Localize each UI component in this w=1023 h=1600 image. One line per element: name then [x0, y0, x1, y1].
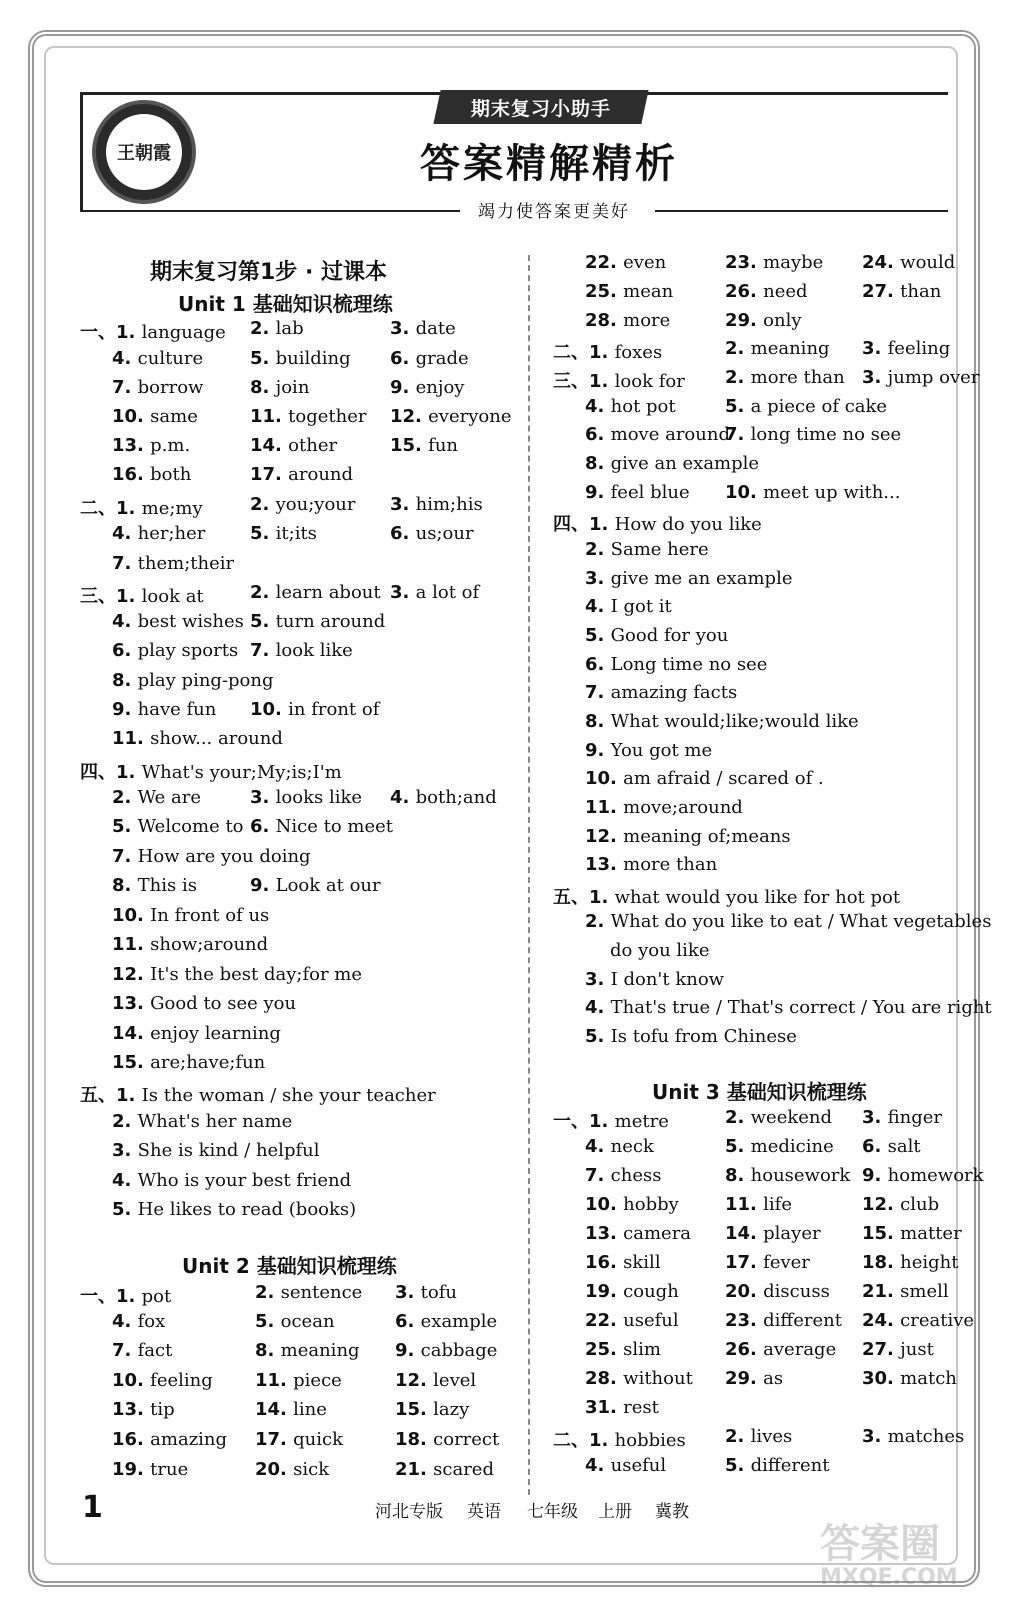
answer-item: 2. Same here [585, 539, 709, 560]
answer-item: 7. How are you doing [112, 846, 311, 867]
answer-item: 9. have fun [112, 699, 217, 720]
answer-item: 2. We are [112, 787, 202, 808]
footer-item: 冀教 [655, 1502, 689, 1522]
answer-item: 10. feeling [112, 1370, 213, 1391]
answer-item: 10. In front of us [112, 905, 270, 926]
answer-item: 4. fox [112, 1311, 166, 1332]
header-bottom-line-left [80, 210, 460, 212]
answer-item: 22. useful [585, 1310, 679, 1331]
answer-item: 7. chess [585, 1165, 662, 1186]
answer-item: 5. building [250, 348, 351, 369]
answer-item: 12. meaning of;means [585, 826, 791, 847]
answer-item: do you like [610, 940, 710, 961]
answer-item: 29. as [725, 1368, 784, 1389]
answer-item: 9. cabbage [395, 1340, 498, 1361]
answer-item: 27. just [862, 1339, 934, 1360]
answer-item: 21. smell [862, 1281, 949, 1302]
answer-item: 14. enjoy learning [112, 1023, 281, 1044]
answer-item: 29. only [725, 310, 802, 331]
answer-item: 6. move around [585, 424, 730, 445]
answer-item: 24. creative [862, 1310, 975, 1331]
answer-item: 20. discuss [725, 1281, 830, 1302]
answer-item: 9. feel blue [585, 482, 690, 503]
answer-item: 6. us;our [390, 523, 474, 544]
answer-item: 二、1. me;my [80, 498, 203, 519]
answer-item: 三、1. look for [553, 371, 685, 392]
answer-item: 一、1. language [80, 322, 226, 343]
unit2-title: Unit 2 基础知识梳理练 [182, 1254, 397, 1278]
answer-item: 3. date [390, 318, 456, 339]
answer-item: 4. neck [585, 1136, 654, 1157]
footer-item: 上册 [598, 1502, 632, 1522]
answer-item: 19. cough [585, 1281, 679, 1302]
answer-item: 4. her;her [112, 523, 206, 544]
answer-item: 5. ocean [255, 1311, 335, 1332]
answer-item: 28. more [585, 310, 671, 331]
answer-item: 18. height [862, 1252, 959, 1273]
answer-item: 3. matches [862, 1426, 965, 1447]
answer-item: 15. are;have;fun [112, 1052, 266, 1073]
answer-item: 30. match [862, 1368, 957, 1389]
brand-logo [92, 100, 196, 204]
answer-item: 4. culture [112, 348, 204, 369]
answer-item: 四、1. What's your;My;is;I'm [80, 762, 342, 783]
answer-item: 15. matter [862, 1223, 962, 1244]
answer-item: 16. amazing [112, 1429, 228, 1450]
answer-item: 2. you;your [250, 494, 356, 515]
answer-item: 5. He likes to read (books) [112, 1199, 357, 1220]
answer-item: 3. finger [862, 1107, 943, 1128]
answer-item: 14. line [255, 1399, 327, 1420]
answer-item: 二、1. foxes [553, 342, 663, 363]
header-bottom-line-right [655, 210, 948, 212]
header-left-line [80, 92, 83, 212]
answer-item: 9. enjoy [390, 377, 465, 398]
answer-item: 13. Good to see you [112, 993, 297, 1014]
answer-item: 10. am afraid / scared of . [585, 768, 824, 789]
answer-item: 12. everyone [390, 406, 512, 427]
answer-item: 2. What's her name [112, 1111, 293, 1132]
answer-item: 5. Good for you [585, 625, 729, 646]
answer-item: 4. I got it [585, 596, 672, 617]
watermark-logo-text: 答案圈 [820, 1521, 940, 1567]
answer-item: 13. p.m. [112, 435, 191, 456]
answer-item: 13. camera [585, 1223, 692, 1244]
answer-item: 10. hobby [585, 1194, 679, 1215]
answer-item: 5. turn around [250, 611, 386, 632]
answer-item: 9. homework [862, 1165, 984, 1186]
answer-item: 2. learn about [250, 582, 381, 603]
answer-item: 5. a piece of cake [725, 396, 888, 417]
answer-item: 8. join [250, 377, 310, 398]
answer-item: 8. play ping-pong [112, 670, 274, 691]
answer-item: 8. This is [112, 875, 197, 896]
answer-item: 11. piece [255, 1370, 342, 1391]
answer-item: 6. example [395, 1311, 498, 1332]
answer-item: 五、1. Is the woman / she your teacher [80, 1085, 436, 1106]
answer-item: 五、1. what would you like for hot pot [553, 887, 901, 908]
answer-item: 11. life [725, 1194, 792, 1215]
answer-item: 3. tofu [395, 1282, 457, 1303]
answer-item: 5. medicine [725, 1136, 834, 1157]
answer-item: 11. show;around [112, 934, 269, 955]
answer-item: 13. tip [112, 1399, 175, 1420]
answer-item: 7. them;their [112, 553, 235, 574]
answer-item: 3. feeling [862, 338, 951, 359]
answer-item: 10. meet up with... [725, 482, 901, 503]
answer-item: 3. him;his [390, 494, 483, 515]
answer-item: 6. play sports [112, 640, 239, 661]
answer-item: 7. amazing facts [585, 682, 738, 703]
answer-item: 22. even [585, 252, 667, 273]
answer-item: 28. without [585, 1368, 693, 1389]
answer-item: 2. weekend [725, 1107, 833, 1128]
answer-item: 10. same [112, 406, 198, 427]
answer-item: 18. correct [395, 1429, 500, 1450]
watermark [820, 1512, 990, 1592]
page-number: 1 [82, 1490, 103, 1525]
answer-item: 6. grade [390, 348, 469, 369]
answer-item: 27. than [862, 281, 942, 302]
answer-item: 25. mean [585, 281, 674, 302]
answer-item: 12. It's the best day;for me [112, 964, 363, 985]
answer-item: 9. You got me [585, 740, 713, 761]
answer-item: 9. Look at our [250, 875, 381, 896]
page-title: 答案精解精析 [420, 141, 678, 187]
unit3-title: Unit 3 基础知识梳理练 [652, 1080, 867, 1104]
answer-item: 2. What do you like to eat / What vegetables [585, 911, 992, 932]
answer-item: 3. I don't know [585, 969, 725, 990]
answer-item: 21. scared [395, 1459, 494, 1480]
answer-item: 4. both;and [390, 787, 497, 808]
answer-item: 12. club [862, 1194, 940, 1215]
answer-item: 8. What would;like;would like [585, 711, 859, 732]
footer-item: 英语 [467, 1502, 501, 1522]
answer-item: 8. meaning [255, 1340, 360, 1361]
answer-item: 15. lazy [395, 1399, 470, 1420]
answer-item: 2. meaning [725, 338, 830, 359]
answer-item: 5. it;its [250, 523, 317, 544]
answer-item: 四、1. How do you like [553, 514, 762, 535]
answer-item: 2. more than [725, 367, 845, 388]
answer-item: 20. sick [255, 1459, 330, 1480]
answer-item: 4. Who is your best friend [112, 1170, 352, 1191]
watermark-url: MXQE.COM [820, 1565, 958, 1590]
answer-item: 三、1. look at [80, 586, 204, 607]
answer-item: 7. fact [112, 1340, 173, 1361]
answer-item: 8. housework [725, 1165, 851, 1186]
answer-item: 11. show... around [112, 728, 283, 749]
answer-item: 16. both [112, 464, 192, 485]
answer-item: 31. rest [585, 1397, 659, 1418]
answer-item: 6. salt [862, 1136, 921, 1157]
answer-item: 11. move;around [585, 797, 743, 818]
answer-item: 2. sentence [255, 1282, 363, 1303]
answer-item: 4. That's true / That's correct / You are right [585, 997, 992, 1018]
answer-item: 2. lives [725, 1426, 793, 1447]
footer-item: 七年级 [527, 1502, 578, 1522]
answer-item: 26. need [725, 281, 808, 302]
motto-text: 竭力使答案更美好 [470, 197, 638, 222]
unit1-title: Unit 1 基础知识梳理练 [178, 292, 393, 316]
answer-item: 3. She is kind / helpful [112, 1140, 320, 1161]
answer-item: 25. slim [585, 1339, 661, 1360]
answer-item: 7. look like [250, 640, 353, 661]
answer-item: 11. together [250, 406, 367, 427]
answer-item: 一、1. pot [80, 1286, 172, 1307]
footer-item: 河北专版 [375, 1502, 443, 1522]
answer-item: 8. give an example [585, 453, 760, 474]
answer-item: 7. borrow [112, 377, 204, 398]
answer-item: 26. average [725, 1339, 837, 1360]
answer-item: 24. would [862, 252, 956, 273]
answer-item: 6. Nice to meet [250, 816, 394, 837]
answer-item: 12. level [395, 1370, 477, 1391]
answer-item: 5. Welcome to [112, 816, 244, 837]
answer-item: 15. fun [390, 435, 459, 456]
answer-item: 3. jump over [862, 367, 980, 388]
answer-item: 5. different [725, 1455, 830, 1476]
answer-item: 4. best wishes [112, 611, 244, 632]
answer-item: 5. Is tofu from Chinese [585, 1026, 797, 1047]
answer-item: 17. around [250, 464, 354, 485]
answer-item: 4. hot pot [585, 396, 676, 417]
answer-item: 16. skill [585, 1252, 661, 1273]
answer-item: 23. different [725, 1310, 842, 1331]
answer-item: 17. fever [725, 1252, 810, 1273]
tagline-banner [433, 90, 648, 124]
answer-item: 7. long time no see [725, 424, 902, 445]
answer-item: 13. more than [585, 854, 718, 875]
answer-item: 3. a lot of [390, 582, 480, 603]
brand-logo-text: 王朝霞 [106, 114, 182, 190]
answer-item: 3. looks like [250, 787, 363, 808]
answer-item: 17. quick [255, 1429, 344, 1450]
answer-item: 2. lab [250, 318, 304, 339]
answer-item: 19. true [112, 1459, 189, 1480]
column-divider [528, 255, 530, 1495]
answer-item: 10. in front of [250, 699, 380, 720]
answer-item: 4. useful [585, 1455, 667, 1476]
answer-item: 14. player [725, 1223, 821, 1244]
answer-item: 一、1. metre [553, 1111, 669, 1132]
section-title: 期末复习第1步 · 过课本 [150, 260, 387, 285]
tagline-text: 期末复习小助手 [470, 97, 611, 120]
answer-item: 23. maybe [725, 252, 824, 273]
answer-item: 二、1. hobbies [553, 1430, 686, 1451]
answer-item: 6. Long time no see [585, 654, 768, 675]
answer-item: 14. other [250, 435, 338, 456]
answer-item: 3. give me an example [585, 568, 793, 589]
